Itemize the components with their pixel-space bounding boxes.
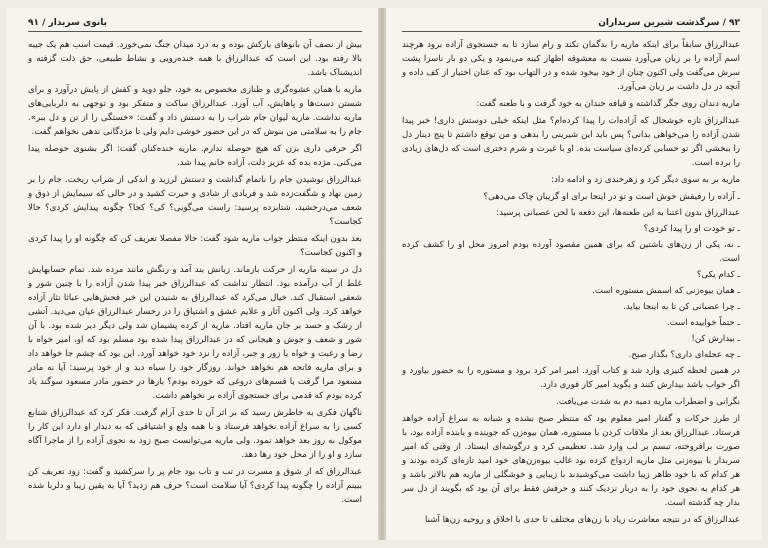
dialogue-line: ـ چه عجله‌ای داری؟ بگذار صبح. (628, 350, 740, 360)
paragraph: ماریه با همان عشوه‌گری و طنازی مخصوص به خود، جلو دوید و کفش از پایش درآورد و برای شستن دست‌ها و پاهایش، آب آورد. عبدالرزاق ساکت و متفکر بود و توجهی به دلربایی‌های ماریه نداشت. ماریه لیوان جام شراب را به دستش داد و گفت: «خستگی را از تن و دل ببر». جام را به سلامتی من بنوش که در این حضور خوشی دایم ولی تا مژدگانی ندهی نخواهم گفت. (28, 85, 362, 137)
right-page (386, 8, 762, 540)
paragraph: عبدالرزاق که از شوق و مسرت در تب و تاب بود جام پر را سرکشید و گفت: زود تعریف کن ببینم آزاده را چگونه پیدا کردی؟ آیا سلامت است؟ حرف هم زدید؟ آیا به یقین زیبا و دلربا شده است. (28, 467, 362, 505)
dialogue-line: ـ کدام یکی؟ (696, 270, 740, 280)
book-gutter (378, 8, 386, 540)
paragraph: در همین لحظه کنیزی وارد شد و کتاب آورد. امیر امر کرد برود و مستوره را به حضور بیاورد و اگر خواب باشد بیدارش کنند و بگوید امیر کار فوری دارد. (402, 366, 740, 390)
dialogue-line: ـ حتماً خوابیده است. (666, 318, 740, 328)
right-page-header: ۹۲ / سرگذشت شیرین سربداران (402, 18, 740, 32)
dialogue-line: ـ آزاده را رفیقش خوش است و تو در اینجا برای او گریبان چاک می‌دهی؟ (483, 192, 740, 202)
left-page-body (28, 38, 362, 507)
paragraph: از طرز حرکات و گفتار امیر معلوم بود که منتظر صبح نشده و شبانه به سراغ آزاده خواهد فرستاد. عبدالرزاق بعد از ملاقات کردن با مستوره، همان بیوه‌زن که جوینده و یابنده آزاده بود، با صورت برافروخته، تبسم بر لب وارد شد. تعظیمی کرد و درگوشه‌ای ایستاد. از وقتی که امیر سربدار با بیوه‌زنی مثل ماریه ازدواج کرده بود غالب بیوه‌زن‌های خود امید تازه‌ای کرده بودند و هر کدام که با خود ظاهر زیبا داشت می‌کوشیدند با زیبایی و خوشگلی از ماریه هم بالاتر باشد و هر کدام به نحوی خود را به دربار نزدیک کنند و حرفش فقط برای آن بود که بگویند از دل سر بدار چه گذشته است. (402, 414, 740, 508)
paragraph: دل در سینه ماریه از حرکت بازماند. زبانش بند آمد و رنگش مانند مرده شد. تمام حسابهایش غلط از آب درآمده بود. انتظار نداشت که عبدالرزاق خبر پیدا شدن آزاده را با چنین شور و شعفی استقبال کند. خیال می‌کرد که عبدالرزاق به شنیدن این خبر فحش‌هایی عباثا نثار آزاده خواهد کرد. ولی اکنون آثار و علایم عشق و اشتیاق را در رخسار عبدالرزاق عیان می‌دید. آتشی از رشک و حسد بر جان ماریه افتاد. ماریه از کرده پشیمان شد ولی دیگر دیر شده بود. با آن شور و شعف و جوش و هیجانی که در عبدالرزاق پیدا شده بود مسلم بود که او، امیر خواه با رضا و رغبت و خواه با زور و جبر، آزاده را نزد خود خواهد آورد. این بود که چشم جا خواهد داد و برای ماریه فاتحه هم نخواهد خواند. روزگار خود را سیاه دید و از خود پرسید: آیا نه مادر مسعود مرا گرفت یا قسم‌های دروغی که خورده بودم؟ بارها در حضور مادر مسعود سوگند یاد کرده بودم که قدمی برای جستجوی آزاده بر نخواهم داشت. (28, 265, 362, 401)
dialogue-line: عبدالرزاق بدون اعتنا به این طعنه‌ها، این دفعه با لحن عصبانی پرسید: (496, 208, 740, 218)
dialogue-line: ـ بیدارش کن! (691, 334, 740, 344)
paragraph: عبدالرزاق نوشیدن جام را ناتمام گذاشت و دستش لرزید و اندکی از شراب ریخت. جام را بر زمین نهاد و شگفت‌زده شد و فریادی از شادی و حیرت کشید و در حالی که سیمایش از ذوق و شعف می‌درخشید، شتابزده پرسید: راست می‌گویی؟ کی؟ کجا؟ چگونه پیدایش کردی؟ حالا کجاست؟ (28, 175, 362, 227)
paragraph: بیش از نصف آن بانوهای بارکش بوده و به درد میدان جنگ نمی‌خورد. قیمت اسب هم یک جیبه بالا رفته بود. این است که عبدالرزاق با همه خنده‌رویی و نشاط طبیعی، حق ذلت گرفته و اندیشناک باشد. (28, 40, 362, 78)
paragraph: عبدالرزاق که در نتیجه معاشرت زیاد با زن‌های مختلف تا حدی با اخلاق و روحیه زن‌ها آشنا (425, 515, 740, 525)
paragraph: اگر حرفی داری بزن که هیچ حوصله ندارم. ماریه خنده‌کنان گفت: اگر بشنوی حوصله پیدا می‌کنی. مژده بده که عزیز دلت، آزاده خانم پیدا شد. (28, 144, 362, 168)
paragraph: ماریه دندان روی جگر گذاشته و قیافه خندان به خود گرفت و با طعنه گفت: (476, 99, 740, 109)
dialogue-line: ـ چرا عصبانی کن تا به اینجا بیاید. (623, 302, 740, 312)
paragraph: نگرانی و اضطراب ماریه دمبه دم به شدت می‌یافت. (556, 397, 740, 407)
dialogue-line: ـ نه، یکی از زن‌های باشتین که برای همین مقصود آورده بودم امروز محل او را کشف کرده است. (402, 240, 740, 264)
paragraph: عبدالرزاق تازه خوشحال که آزاده‌ات را پیدا کرده‌ام؟ مثل اینکه خیلی دوستش داری! خبر پیدا شدن آزاده را می‌خواهی بدانی؟ پس باید این شیرینی را بدهی و من توقع داشتم تا پنج دینار دل را ببخشی اگر تو حسابی کرده‌ای سیاست بده. او با غیرت و شرم دختری است که دل‌های زیادی را برده است. (402, 116, 740, 168)
dialogue-line: ـ همان بیوه‌زنی که اسمش مستوره است. (592, 286, 740, 296)
paragraph: ناگهان فکری به خاطرش رسید که بر اثر آن تا حدی آرام گرفت. فکر کرد که عبدالرزاق شتابع کسی را به سراغ آزاده نخواهد فرستاد و با همه ولع و اشتیاقی که به دیدار او دارد این کار را موکول به روز بعد خواهد نمود. ولی ماریه می‌توانست صبح زود به نحوی آزاده را از ماجرا آگاه سازد و او را از محل خود رها دهد. (28, 408, 362, 460)
dialogue-line: ـ تو خودت او را پیدا کردی؟ (643, 224, 740, 234)
paragraph: عبدالرزاق سابقاً برای اینکه ماریه را بدگمان نکند و رام سازد تا به جستجوی آزاده برود هرچند اسم آزاده را بر زبان می‌آورد نسبت به معشوقه اظهار کینه می‌نمود و یکی دو بار ناسزا پشت سرش می‌گفت ولی اکنون چنان از خود بیخود شده و در التهاب بود که عنان اختیار از کف داده و آنچه در دل داشت بر زبان می‌آورد. (402, 40, 740, 92)
paragraph: ماریه بر به سوی دیگر کرد و زهرخندی زد و ادامه داد: (551, 175, 740, 185)
left-page (6, 8, 378, 540)
right-page-body (402, 38, 740, 527)
left-page-header: بانوی سربدار / ۹۱ (28, 18, 362, 32)
paragraph: بعد بدون اینکه منتظر جواب ماریه شود گفت: حالا مفصلا تعریف کن که چگونه او را پیدا کردی و اکنون کجاست؟ (28, 234, 362, 258)
